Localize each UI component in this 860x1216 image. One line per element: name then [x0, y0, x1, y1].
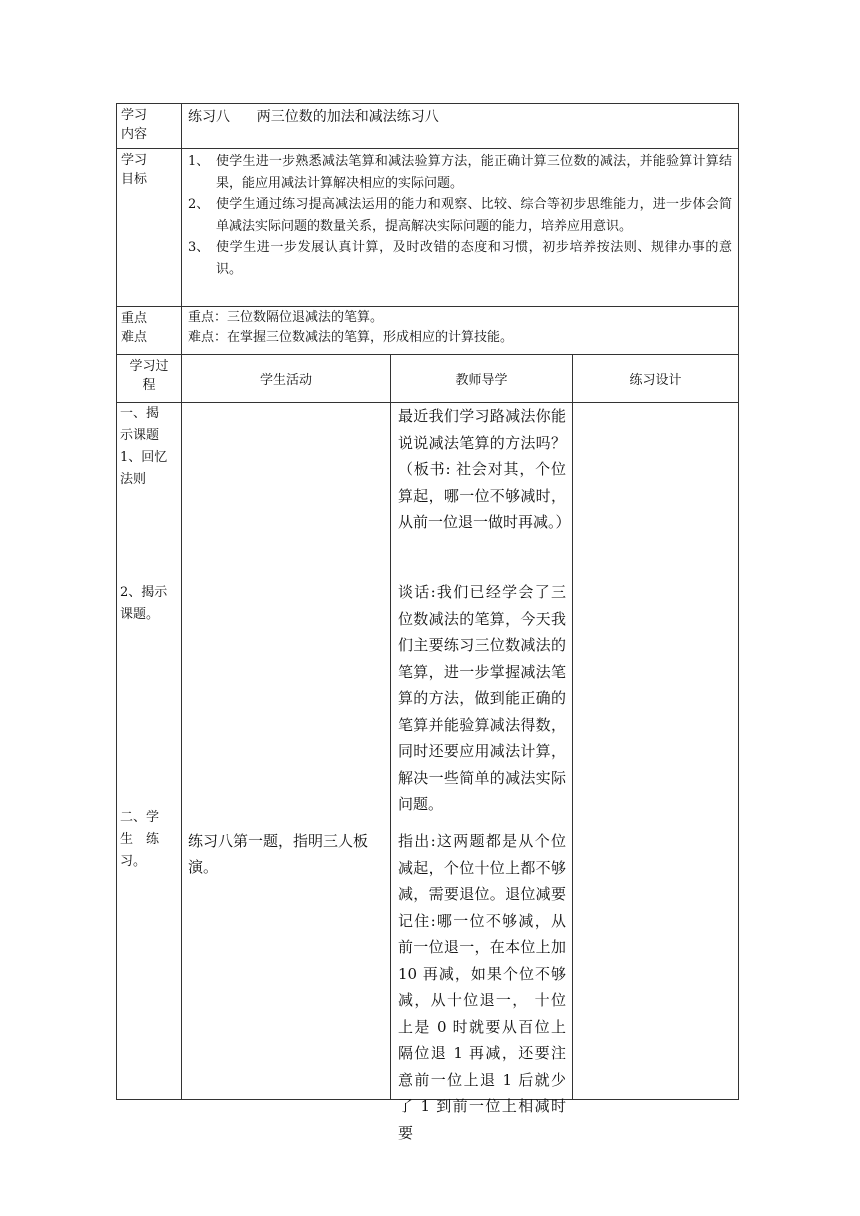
- content-label-text: 学习 内容: [121, 108, 148, 142]
- key-point: 重点：三位数隔位退减法的笔算。: [188, 310, 384, 325]
- goal-text: 使学生通过练习提高减法运用的能力和观察、比较、综合等初步思维能力，进一步体会简单减法实际问题的数量关系，提高解决实际问题的能力，培养应用意识。: [216, 197, 732, 234]
- key-points: [182, 307, 739, 355]
- goal-number: 3、: [188, 240, 210, 255]
- content-label: [117, 104, 182, 149]
- lesson-plan: [116, 103, 738, 1142]
- key-label: [117, 307, 182, 355]
- stage-2: 2、揭示 课题。: [120, 585, 168, 622]
- teacher-header: 教师导学: [391, 355, 573, 403]
- process-table: [116, 354, 739, 1142]
- content-row: [117, 104, 739, 149]
- process-body-row: [117, 403, 739, 1100]
- design-header: 练习设计: [573, 355, 739, 403]
- teacher-column: [391, 403, 573, 1142]
- student-header: 学生活动: [182, 355, 391, 403]
- goal-number: 2、: [188, 197, 210, 212]
- difficult-point: 难点：在掌握三位数减法的笔算，形成相应的计算技能。: [188, 330, 514, 345]
- key-row: [117, 307, 739, 355]
- goal-item-2: [188, 194, 732, 237]
- goal-item-1: [188, 151, 732, 194]
- key-label-text: 重点 难点: [121, 311, 148, 345]
- stage-1: 一、揭 示课题 1、回忆 法则: [120, 406, 168, 487]
- teacher-guide-2: 谈话:我们已经学会了三位数减法的笔算，今天我们主要练习三位数减法的笔算，进一步掌握减法笔算的方法，做到能正确的笔算并能验算减法得数，同时还要应用减法计算，解决一些简单的减法实际问题。: [398, 583, 566, 813]
- teacher-guide-3: 指出:这两题都是从个位减起，个位十位上都不够减，需要退位。退位减要记住:哪一位不够减，从前一位退一，在本位上加 10 再减，如果个位不够减，从十位退一， 十位上是 0 时就要从百位上隔位退 1 再减，还要注意前一位上退 1 后就少了 1 到前一位上相减时要: [398, 832, 566, 1142]
- stage-header: [117, 355, 182, 403]
- goal-label-text: 学习 目标: [121, 153, 148, 187]
- stage-column: [117, 403, 182, 1100]
- goal-list: [182, 149, 739, 307]
- design-column: [573, 403, 739, 1100]
- goal-label: [117, 149, 182, 307]
- student-column: [182, 403, 391, 1100]
- goal-text: 使学生进一步发展认真计算，及时改错的态度和习惯，初步培养按法则、规律办事的意识。: [216, 240, 732, 277]
- teacher-guide-1: 最近我们学习路减法你能说说减法笔算的方法吗？（板书: 社会对其，个位算起，哪一位不够减时，从前一位退一做时再减。）: [398, 407, 571, 531]
- stage-header-text: 学习过 程: [129, 359, 169, 393]
- summary-table: [116, 103, 739, 355]
- process-header-row: [117, 355, 739, 403]
- goal-number: 1、: [188, 154, 210, 169]
- content-value: 练习八 两三位数的加法和减法练习八: [182, 104, 739, 149]
- stage-3: 二、学 生 练 习。: [120, 810, 160, 869]
- goal-row: [117, 149, 739, 307]
- student-activity-1: 练习八第一题，指明三人板演。: [188, 832, 369, 876]
- goal-text: 使学生进一步熟悉减法笔算和减法验算方法，能正确计算三位数的减法，并能验算计算结果，能应用减法计算解决相应的实际问题。: [216, 154, 732, 191]
- goal-item-3: [188, 237, 732, 280]
